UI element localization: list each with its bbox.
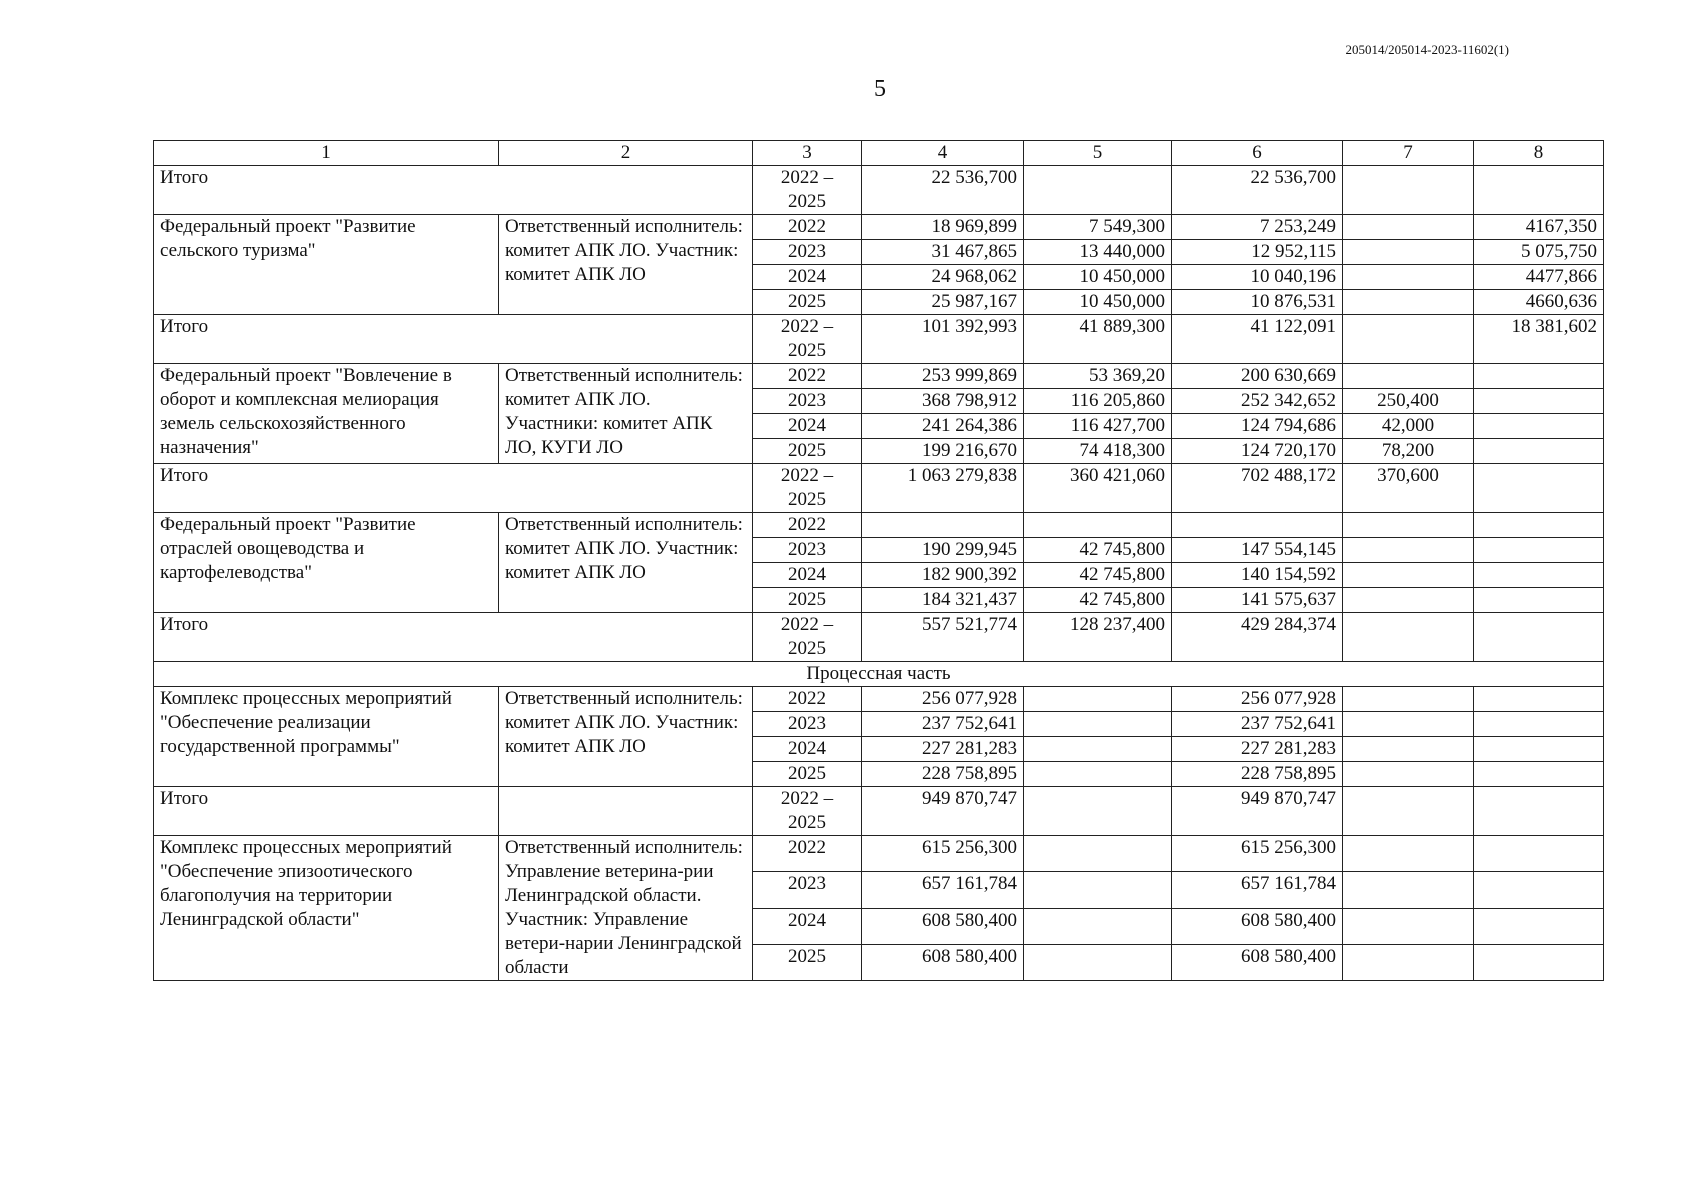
value-cell xyxy=(1343,908,1474,944)
year-cell: 2022 xyxy=(753,836,862,872)
value-cell xyxy=(1474,414,1604,439)
value-cell: 949 870,747 xyxy=(1172,787,1343,836)
value-cell: 615 256,300 xyxy=(1172,836,1343,872)
value-cell: 4660,636 xyxy=(1474,290,1604,315)
value-cell xyxy=(1343,613,1474,662)
value-cell: 128 237,400 xyxy=(1024,613,1172,662)
executor-cell: Ответственный исполнитель: комитет АПК ЛО. Участники: комитет АПК ЛО, КУГИ ЛО xyxy=(499,364,753,464)
period-cell: 2022 – 2025 xyxy=(753,166,862,215)
year-cell: 2024 xyxy=(753,414,862,439)
value-cell: 141 575,637 xyxy=(1172,588,1343,613)
value-cell: 237 752,641 xyxy=(862,712,1024,737)
value-cell xyxy=(1343,240,1474,265)
value-cell xyxy=(1343,215,1474,240)
value-cell xyxy=(1343,290,1474,315)
value-cell xyxy=(1343,513,1474,538)
total-row xyxy=(154,464,1604,513)
value-cell xyxy=(1474,787,1604,836)
value-cell: 25 987,167 xyxy=(862,290,1024,315)
total-label: Итого xyxy=(154,613,753,662)
executor-cell: Ответственный исполнитель: комитет АПК ЛО. Участник: комитет АПК ЛО xyxy=(499,215,753,315)
table-row xyxy=(154,215,1604,240)
table-row xyxy=(154,364,1604,389)
value-cell xyxy=(1024,762,1172,787)
total-label: Итого xyxy=(154,315,753,364)
value-cell: 53 369,20 xyxy=(1024,364,1172,389)
value-cell: 42 745,800 xyxy=(1024,563,1172,588)
value-cell xyxy=(1343,563,1474,588)
section-row xyxy=(154,662,1604,687)
year-cell: 2022 xyxy=(753,513,862,538)
value-cell: 608 580,400 xyxy=(862,908,1024,944)
value-cell xyxy=(1474,908,1604,944)
column-number-row xyxy=(154,141,1604,166)
period-cell: 2022 – 2025 xyxy=(753,613,862,662)
budget-table xyxy=(153,140,1604,981)
value-cell: 182 900,392 xyxy=(862,563,1024,588)
year-cell: 2024 xyxy=(753,265,862,290)
value-cell: 74 418,300 xyxy=(1024,439,1172,464)
value-cell xyxy=(1474,513,1604,538)
value-cell xyxy=(1474,166,1604,215)
column-header: 3 xyxy=(753,141,862,166)
value-cell xyxy=(1343,944,1474,980)
value-cell xyxy=(1024,908,1172,944)
executor-cell: Ответственный исполнитель: комитет АПК ЛО. Участник: комитет АПК ЛО xyxy=(499,687,753,787)
value-cell xyxy=(1474,613,1604,662)
value-cell: 10 450,000 xyxy=(1024,290,1172,315)
value-cell: 22 536,700 xyxy=(1172,166,1343,215)
measure-name: Федеральный проект "Вовлечение в оборот и комплексная мелиорация земель сельскохозяйственного назначения" xyxy=(154,364,499,464)
value-cell: 184 321,437 xyxy=(862,588,1024,613)
value-cell: 101 392,993 xyxy=(862,315,1024,364)
value-cell: 657 161,784 xyxy=(1172,872,1343,908)
value-cell: 608 580,400 xyxy=(862,944,1024,980)
value-cell xyxy=(1024,166,1172,215)
value-cell: 615 256,300 xyxy=(862,836,1024,872)
empty-cell xyxy=(499,787,753,836)
measure-name: Федеральный проект "Развитие сельского туризма" xyxy=(154,215,499,315)
value-cell: 360 421,060 xyxy=(1024,464,1172,513)
year-cell: 2023 xyxy=(753,712,862,737)
table-row xyxy=(154,836,1604,872)
year-cell: 2023 xyxy=(753,240,862,265)
value-cell xyxy=(1343,364,1474,389)
value-cell: 256 077,928 xyxy=(1172,687,1343,712)
total-row xyxy=(154,315,1604,364)
value-cell xyxy=(1343,265,1474,290)
value-cell: 1 063 279,838 xyxy=(862,464,1024,513)
table-body xyxy=(154,166,1604,981)
total-label: Итого xyxy=(154,787,499,836)
total-row xyxy=(154,787,1604,836)
value-cell xyxy=(1474,836,1604,872)
measure-name: Комплекс процессных мероприятий "Обеспечение эпизоотического благополучия на территории Ленинградской области" xyxy=(154,836,499,981)
value-cell: 116 427,700 xyxy=(1024,414,1172,439)
value-cell xyxy=(1474,538,1604,563)
total-row xyxy=(154,613,1604,662)
value-cell: 253 999,869 xyxy=(862,364,1024,389)
executor-cell: Ответственный исполнитель: комитет АПК ЛО. Участник: комитет АПК ЛО xyxy=(499,513,753,613)
column-header: 2 xyxy=(499,141,753,166)
period-cell: 2022 – 2025 xyxy=(753,787,862,836)
value-cell xyxy=(1024,944,1172,980)
value-cell xyxy=(1474,872,1604,908)
section-label: Процессная часть xyxy=(154,662,1604,687)
value-cell: 12 952,115 xyxy=(1172,240,1343,265)
value-cell: 124 794,686 xyxy=(1172,414,1343,439)
value-cell: 368 798,912 xyxy=(862,389,1024,414)
value-cell: 657 161,784 xyxy=(862,872,1024,908)
value-cell xyxy=(1474,464,1604,513)
value-cell xyxy=(1343,737,1474,762)
value-cell xyxy=(1024,687,1172,712)
total-label: Итого xyxy=(154,464,753,513)
value-cell: 22 536,700 xyxy=(862,166,1024,215)
value-cell: 10 876,531 xyxy=(1172,290,1343,315)
year-cell: 2025 xyxy=(753,944,862,980)
value-cell: 140 154,592 xyxy=(1172,563,1343,588)
year-cell: 2022 xyxy=(753,364,862,389)
value-cell: 227 281,283 xyxy=(1172,737,1343,762)
year-cell: 2025 xyxy=(753,290,862,315)
value-cell: 42,000 xyxy=(1343,414,1474,439)
value-cell xyxy=(1474,563,1604,588)
value-cell: 10 450,000 xyxy=(1024,265,1172,290)
value-cell xyxy=(1343,687,1474,712)
value-cell xyxy=(1343,712,1474,737)
value-cell xyxy=(1343,166,1474,215)
table-row xyxy=(154,687,1604,712)
year-cell: 2024 xyxy=(753,737,862,762)
year-cell: 2025 xyxy=(753,588,862,613)
value-cell xyxy=(862,513,1024,538)
value-cell: 190 299,945 xyxy=(862,538,1024,563)
value-cell xyxy=(1343,787,1474,836)
value-cell: 24 968,062 xyxy=(862,265,1024,290)
value-cell: 949 870,747 xyxy=(862,787,1024,836)
year-cell: 2023 xyxy=(753,389,862,414)
value-cell xyxy=(1474,364,1604,389)
value-cell: 18 969,899 xyxy=(862,215,1024,240)
value-cell xyxy=(1474,762,1604,787)
year-cell: 2025 xyxy=(753,439,862,464)
value-cell: 41 122,091 xyxy=(1172,315,1343,364)
year-cell: 2024 xyxy=(753,908,862,944)
year-cell: 2023 xyxy=(753,872,862,908)
value-cell: 252 342,652 xyxy=(1172,389,1343,414)
column-header: 6 xyxy=(1172,141,1343,166)
value-cell: 7 253,249 xyxy=(1172,215,1343,240)
period-cell: 2022 – 2025 xyxy=(753,315,862,364)
value-cell: 241 264,386 xyxy=(862,414,1024,439)
value-cell: 370,600 xyxy=(1343,464,1474,513)
value-cell xyxy=(1474,944,1604,980)
value-cell: 256 077,928 xyxy=(862,687,1024,712)
value-cell: 13 440,000 xyxy=(1024,240,1172,265)
column-header: 4 xyxy=(862,141,1024,166)
value-cell xyxy=(1024,872,1172,908)
value-cell xyxy=(1172,513,1343,538)
value-cell xyxy=(1343,538,1474,563)
value-cell: 4167,350 xyxy=(1474,215,1604,240)
column-header: 1 xyxy=(154,141,499,166)
value-cell: 227 281,283 xyxy=(862,737,1024,762)
value-cell xyxy=(1474,712,1604,737)
value-cell xyxy=(1343,588,1474,613)
value-cell: 228 758,895 xyxy=(862,762,1024,787)
value-cell: 237 752,641 xyxy=(1172,712,1343,737)
column-header: 7 xyxy=(1343,141,1474,166)
column-header: 8 xyxy=(1474,141,1604,166)
document-id: 205014/205014-2023-11602(1) xyxy=(1345,42,1509,57)
value-cell: 608 580,400 xyxy=(1172,908,1343,944)
period-cell: 2022 – 2025 xyxy=(753,464,862,513)
value-cell: 147 554,145 xyxy=(1172,538,1343,563)
value-cell: 608 580,400 xyxy=(1172,944,1343,980)
measure-name: Комплекс процессных мероприятий "Обеспечение реализации государственной программы" xyxy=(154,687,499,787)
value-cell xyxy=(1474,588,1604,613)
value-cell: 42 745,800 xyxy=(1024,588,1172,613)
year-cell: 2025 xyxy=(753,762,862,787)
value-cell xyxy=(1024,737,1172,762)
total-row xyxy=(154,166,1604,215)
value-cell: 250,400 xyxy=(1343,389,1474,414)
total-label: Итого xyxy=(154,166,753,215)
measure-name: Федеральный проект "Развитие отраслей овощеводства и картофелеводства" xyxy=(154,513,499,613)
year-cell: 2022 xyxy=(753,215,862,240)
value-cell xyxy=(1024,836,1172,872)
value-cell: 702 488,172 xyxy=(1172,464,1343,513)
value-cell xyxy=(1343,315,1474,364)
value-cell: 78,200 xyxy=(1343,439,1474,464)
year-cell: 2022 xyxy=(753,687,862,712)
value-cell xyxy=(1474,439,1604,464)
value-cell: 228 758,895 xyxy=(1172,762,1343,787)
value-cell xyxy=(1343,836,1474,872)
value-cell xyxy=(1474,737,1604,762)
column-header: 5 xyxy=(1024,141,1172,166)
value-cell: 124 720,170 xyxy=(1172,439,1343,464)
value-cell: 31 467,865 xyxy=(862,240,1024,265)
value-cell: 10 040,196 xyxy=(1172,265,1343,290)
value-cell xyxy=(1024,787,1172,836)
value-cell: 18 381,602 xyxy=(1474,315,1604,364)
value-cell: 7 549,300 xyxy=(1024,215,1172,240)
value-cell xyxy=(1024,513,1172,538)
value-cell: 557 521,774 xyxy=(862,613,1024,662)
value-cell: 4477,866 xyxy=(1474,265,1604,290)
value-cell xyxy=(1343,762,1474,787)
page-number: 5 xyxy=(874,76,886,102)
value-cell: 42 745,800 xyxy=(1024,538,1172,563)
value-cell: 116 205,860 xyxy=(1024,389,1172,414)
value-cell xyxy=(1024,712,1172,737)
value-cell: 200 630,669 xyxy=(1172,364,1343,389)
year-cell: 2024 xyxy=(753,563,862,588)
value-cell xyxy=(1474,389,1604,414)
value-cell: 199 216,670 xyxy=(862,439,1024,464)
value-cell: 41 889,300 xyxy=(1024,315,1172,364)
value-cell xyxy=(1474,687,1604,712)
value-cell: 5 075,750 xyxy=(1474,240,1604,265)
year-cell: 2023 xyxy=(753,538,862,563)
executor-cell: Ответственный исполнитель: Управление ветерина-рии Ленинградской области. Участник: Управление ветери-нарии Ленинградской области xyxy=(499,836,753,981)
table-row xyxy=(154,513,1604,538)
value-cell: 429 284,374 xyxy=(1172,613,1343,662)
value-cell xyxy=(1343,872,1474,908)
